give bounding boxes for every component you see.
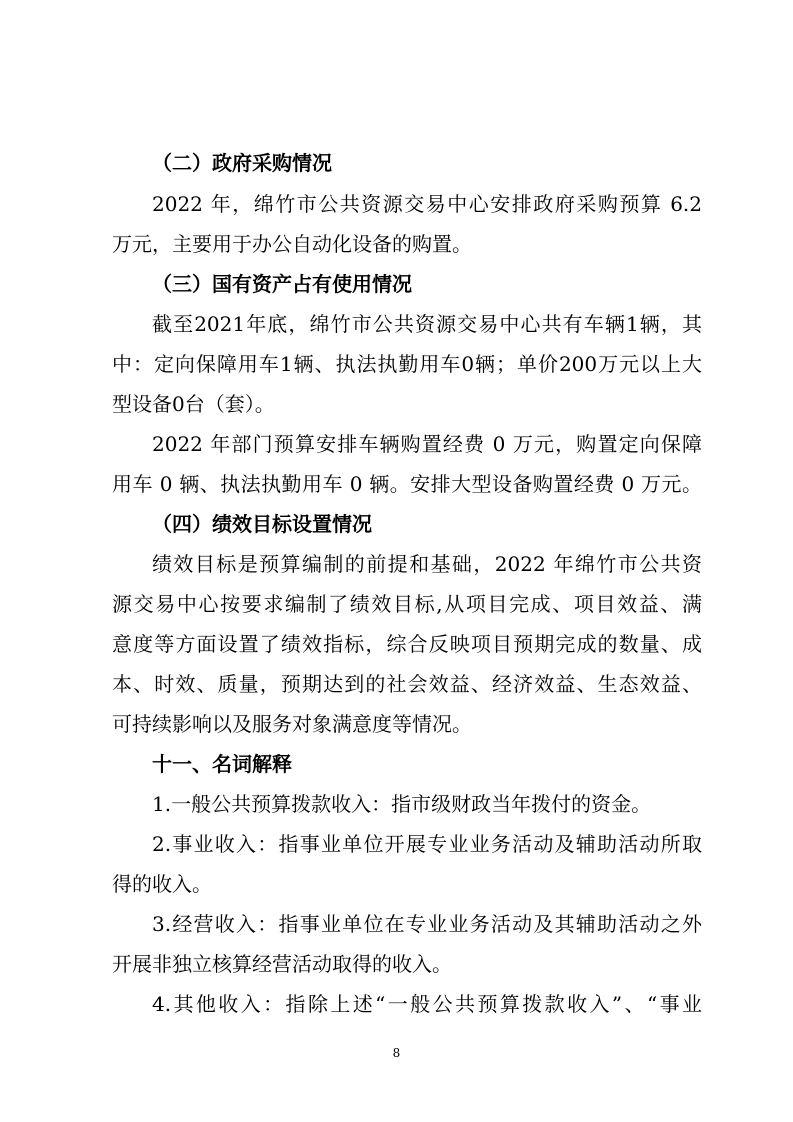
section-heading-procurement: （二）政府采购情况 <box>152 151 332 175</box>
paragraph-line: 截至2021年底，绵竹市公共资源交易中心共有车辆1辆，其 <box>152 312 702 336</box>
paragraph-line: 可持续影响以及服务对象满意度等情况。 <box>112 712 472 736</box>
section-heading-glossary: 十一、名词解释 <box>152 752 292 776</box>
section-heading-performance: （四）绩效目标设置情况 <box>152 512 372 536</box>
glossary-item: 1.一般公共预算拨款收入：指市级财政当年拨付的资金。 <box>152 792 652 816</box>
section-heading-assets: （三）国有资产占有使用情况 <box>152 272 412 296</box>
glossary-item: 2.事业收入：指事业单位开展专业业务活动及辅助活动所取 <box>152 832 702 856</box>
glossary-item-continued: 开展非独立核算经营活动取得的收入。 <box>112 952 452 976</box>
paragraph-line: 用车 0 辆、执法执勤用车 0 辆。安排大型设备购置经费 0 万元。 <box>112 472 702 496</box>
page-number: 8 <box>392 1046 401 1060</box>
glossary-item: 3.经营收入：指事业单位在专业业务活动及其辅助活动之外 <box>152 912 702 936</box>
paragraph-line: 型设备0台（套）。 <box>112 392 275 416</box>
paragraph-line: 中：定向保障用车1辆、执法执勤用车0辆；单价200万元以上大 <box>112 352 702 376</box>
paragraph-line: 2022 年，绵竹市公共资源交易中心安排政府采购预算 6.2 <box>152 192 702 216</box>
paragraph-line: 2022 年部门预算安排车辆购置经费 0 万元，购置定向保障 <box>152 432 702 456</box>
glossary-item: 4.其他收入：指除上述“一般公共预算拨款收入”、“事业 <box>152 992 702 1016</box>
paragraph-line: 源交易中心按要求编制了绩效目标,从项目完成、项目效益、满 <box>112 592 702 616</box>
paragraph-line: 意度等方面设置了绩效指标，综合反映项目预期完成的数量、成 <box>112 632 702 656</box>
paragraph-line: 绩效目标是预算编制的前提和基础，2022 年绵竹市公共资 <box>152 552 702 576</box>
glossary-item-continued: 得的收入。 <box>112 872 212 896</box>
paragraph-line: 本、时效、质量，预期达到的社会效益、经济效益、生态效益、 <box>112 672 702 696</box>
paragraph-line: 万元，主要用于办公自动化设备的购置。 <box>112 232 472 256</box>
